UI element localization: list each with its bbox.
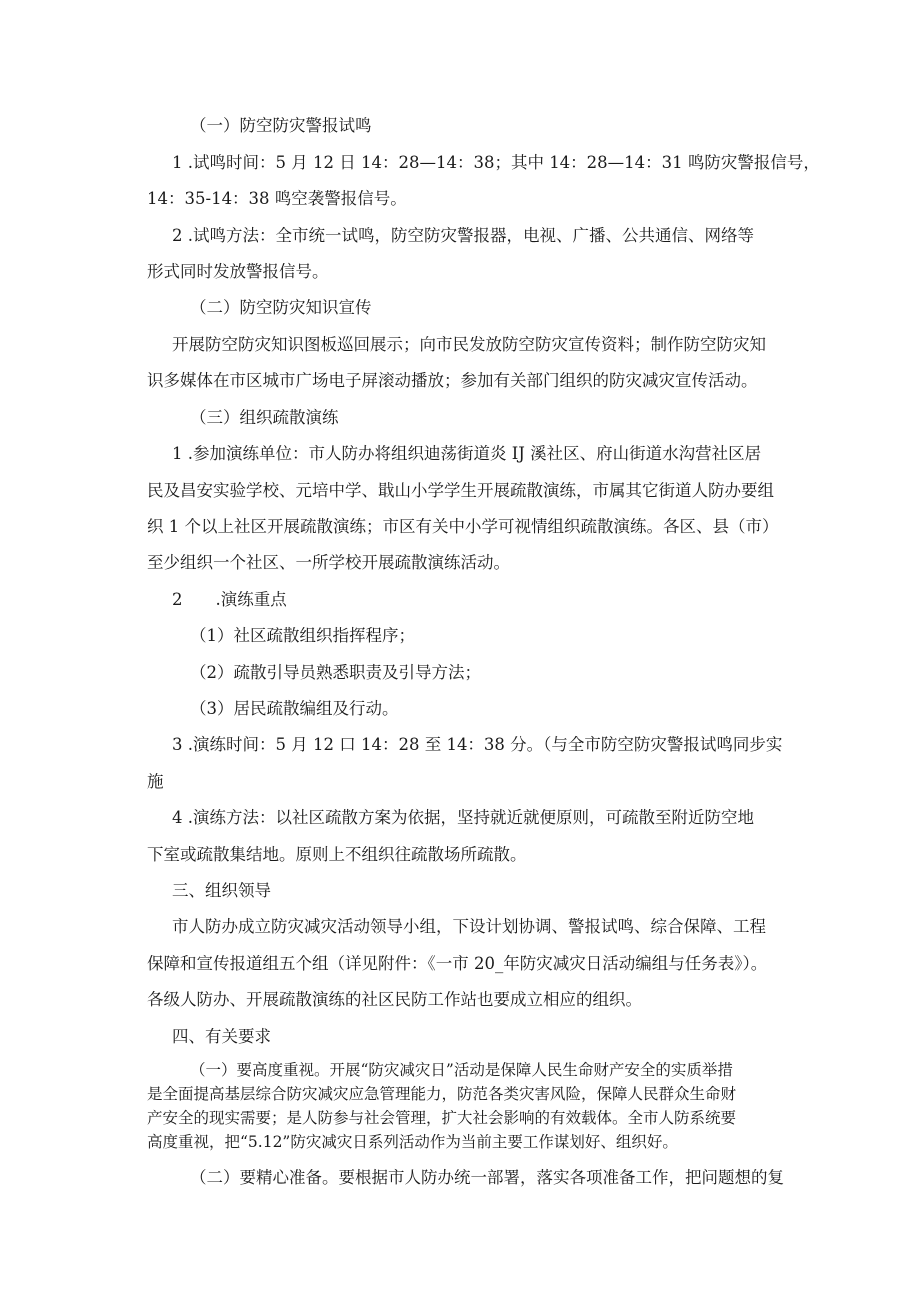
paragraph-line: 2 .演练重点 bbox=[172, 590, 287, 609]
paragraph-line: （一）要高度重视。开展“防灾减灾日”活动是保障人民生命财产安全的实质举措 bbox=[190, 1061, 733, 1079]
paragraph-line: 1 .试鸣时间：5 月 12 日 14：28—14：38；其中 14：28—14：31 鸣防灾警报信号， bbox=[172, 153, 820, 172]
paragraph-line: 各级人防办、开展疏散演练的社区民防工作站也要成立相应的组织。 bbox=[147, 990, 642, 1009]
paragraph-line: 3 .演练时间：5 月 12 口 14：28 至 14：38 分。（与全市防空防灾警报试鸣同步实 bbox=[172, 735, 783, 754]
paragraph-line: 形式同时发放警报信号。 bbox=[147, 262, 329, 281]
paragraph-line: 保障和宣传报道组五个组（详见附件：《一市 20_年防灾减灾日活动编组与任务表》）。 bbox=[147, 954, 768, 973]
paragraph-line: 1 .参加演练单位：市人防办将组织迪荡街道炎 IJ 溪社区、府山街道水沟营社区居 bbox=[172, 444, 762, 463]
paragraph-line: 民及昌安实验学校、元培中学、戢山小学学生开展疏散演练，市属其它街道人防办要组 bbox=[147, 481, 774, 500]
paragraph-line: 4 .演练方法：以社区疏散方案为依据，坚持就近就便原则，可疏散至附近防空地 bbox=[172, 808, 754, 827]
paragraph-line: 至少组织一个社区、一所学校开展疏散演练活动。 bbox=[147, 553, 510, 572]
section-heading-siren-test: （一）防空防灾警报试鸣 bbox=[190, 116, 372, 135]
paragraph-line: 识多媒体在市区城市广场电子屏滚动播放；参加有关部门组织的防灾减灾宣传活动。 bbox=[147, 371, 758, 390]
list-item: （3）居民疏散编组及行动。 bbox=[190, 699, 399, 718]
paragraph-line: 市人防办成立防灾减灾活动领导小组，下设计划协调、警报试鸣、综合保障、工程 bbox=[172, 917, 766, 936]
paragraph-line: 施 bbox=[147, 772, 164, 791]
paragraph-line: 织 1 个以上社区开展疏散演练；市区有关中小学可视情组织疏散演练。各区、县（市） bbox=[147, 517, 779, 536]
paragraph-line: 14：35-14：38 鸣空袭警报信号。 bbox=[147, 189, 407, 208]
section-heading-requirements: 四、有关要求 bbox=[172, 1027, 271, 1046]
paragraph-line: 是全面提高基层综合防灾减灾应急管理能力，防范各类灾害风险，保障人民群众生命财 bbox=[147, 1085, 737, 1103]
list-item: （1）社区疏散组织指挥程序； bbox=[190, 626, 415, 645]
paragraph-line: 产安全的现实需要；是人防参与社会管理，扩大社会影响的有效载体。全市人防系统要 bbox=[147, 1109, 737, 1127]
paragraph-line: （二）要精心准备。要根据市人防办统一部署，落实各项准备工作，把问题想的复 bbox=[190, 1168, 784, 1187]
paragraph-line: 2 .试鸣方法：全市统一试鸣，防空防灾警报器，电视、广播、公共通信、网络等 bbox=[172, 226, 754, 245]
section-heading-leadership: 三、组织领导 bbox=[172, 881, 271, 900]
paragraph-line: 下室或疏散集结地。原则上不组织往疏散场所疏散。 bbox=[147, 845, 527, 864]
list-item: （2）疏散引导员熟悉职责及引导方法； bbox=[190, 663, 481, 682]
section-heading-knowledge: （二）防空防灾知识宣传 bbox=[190, 298, 372, 317]
section-heading-evacuation: （三）组织疏散演练 bbox=[190, 408, 339, 427]
paragraph-line: 高度重视，把“5.12”防灾减灾日系列活动作为当前主要工作谋划好、组织好。 bbox=[147, 1133, 678, 1151]
paragraph-line: 开展防空防灾知识图板巡回展示；向市民发放防空防灾宣传资料；制作防空防灾知 bbox=[172, 335, 766, 354]
